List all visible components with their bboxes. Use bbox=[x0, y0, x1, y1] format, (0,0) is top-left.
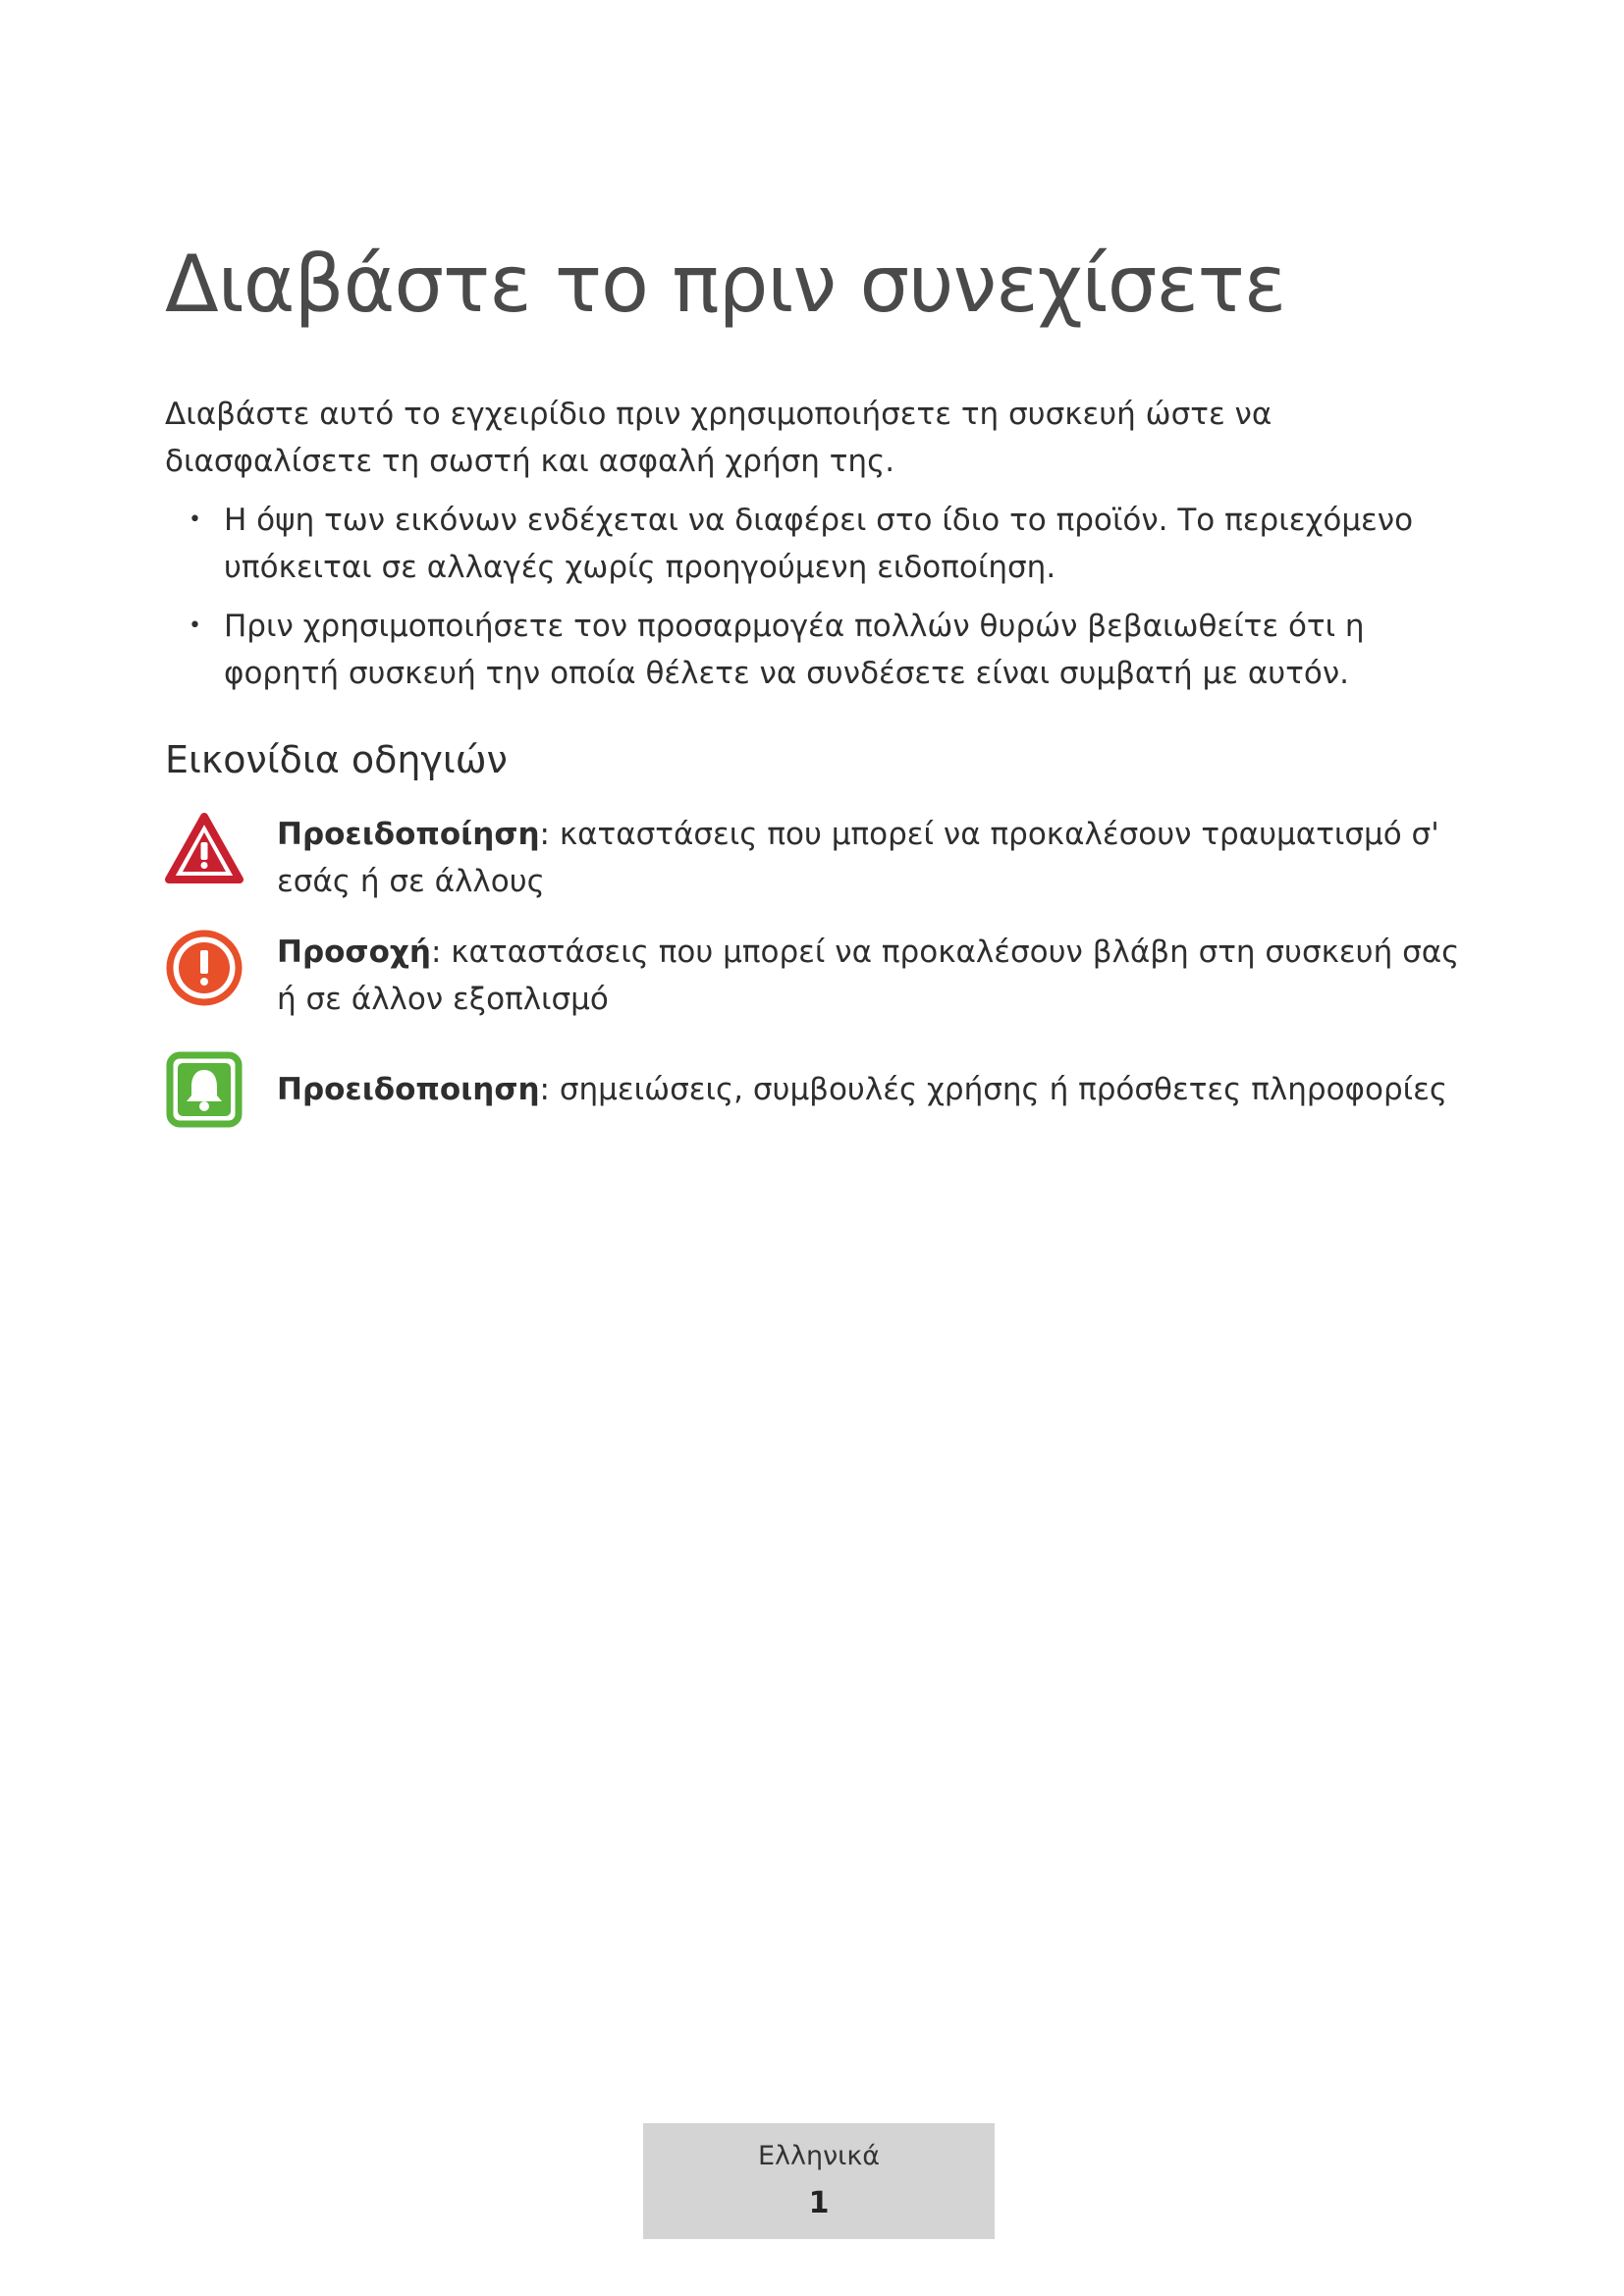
intro-paragraph: Διαβάστε αυτό το εγχειρίδιο πριν χρησιμοποιήσετε τη συσκευή ώστε να διασφαλίσετε τη σωστή και ασφαλή χρήση της. bbox=[165, 397, 1272, 479]
instruction-text bbox=[277, 929, 1481, 1023]
page-title: Διαβάστε το πριν συνεχίσετε bbox=[165, 239, 1286, 330]
bullet-text: Πριν χρησιμοποιήσετε τον προσαρμογέα πολλών θυρών βεβαιωθείτε ότι η φορητή συσκευή την οποία θέλετε να συνδέσετε είναι συμβατή με αυτόν. bbox=[224, 609, 1365, 691]
caution-circle-icon bbox=[165, 929, 244, 1007]
instruction-text bbox=[277, 1066, 1481, 1113]
instruction-text bbox=[277, 811, 1481, 905]
instruction-description: : σημειώσεις, συμβουλές χρήσης ή πρόσθετες πληροφορίες bbox=[539, 1072, 1448, 1107]
bullet-text: Η όψη των εικόνων ενδέχεται να διαφέρει στο ίδιο το προϊόν. Το περιεχόμενο υπόκειται σε αλλαγές χωρίς προηγούμενη ειδοποίηση. bbox=[224, 503, 1414, 585]
bullet-item bbox=[165, 497, 1471, 591]
bullet-marker: • bbox=[189, 507, 201, 532]
footer-language: Ελληνικά bbox=[757, 2141, 881, 2171]
warning-triangle-icon bbox=[165, 811, 244, 889]
instruction-label: Προσοχή bbox=[277, 934, 431, 970]
instruction-label: Προειδοποίηση bbox=[277, 817, 540, 852]
bullet-marker: • bbox=[189, 614, 201, 638]
instruction-description: : καταστάσεις που μπορεί να προκαλέσουν τραυματισμό σ' εσάς ή σε άλλους bbox=[277, 817, 1439, 899]
instruction-description: : καταστάσεις που μπορεί να προκαλέσουν βλάβη στη συσκευή σας ή σε άλλον εξοπλισμό bbox=[277, 934, 1460, 1017]
bell-note-icon bbox=[165, 1050, 244, 1129]
page-footer bbox=[643, 2123, 995, 2239]
bullet-item bbox=[165, 603, 1471, 697]
section-heading: Εικονίδια οδηγιών bbox=[165, 738, 508, 781]
bullet-list bbox=[165, 497, 1471, 709]
page-number: 1 bbox=[808, 2186, 830, 2220]
instruction-label: Προειδοποιηση bbox=[277, 1072, 540, 1107]
